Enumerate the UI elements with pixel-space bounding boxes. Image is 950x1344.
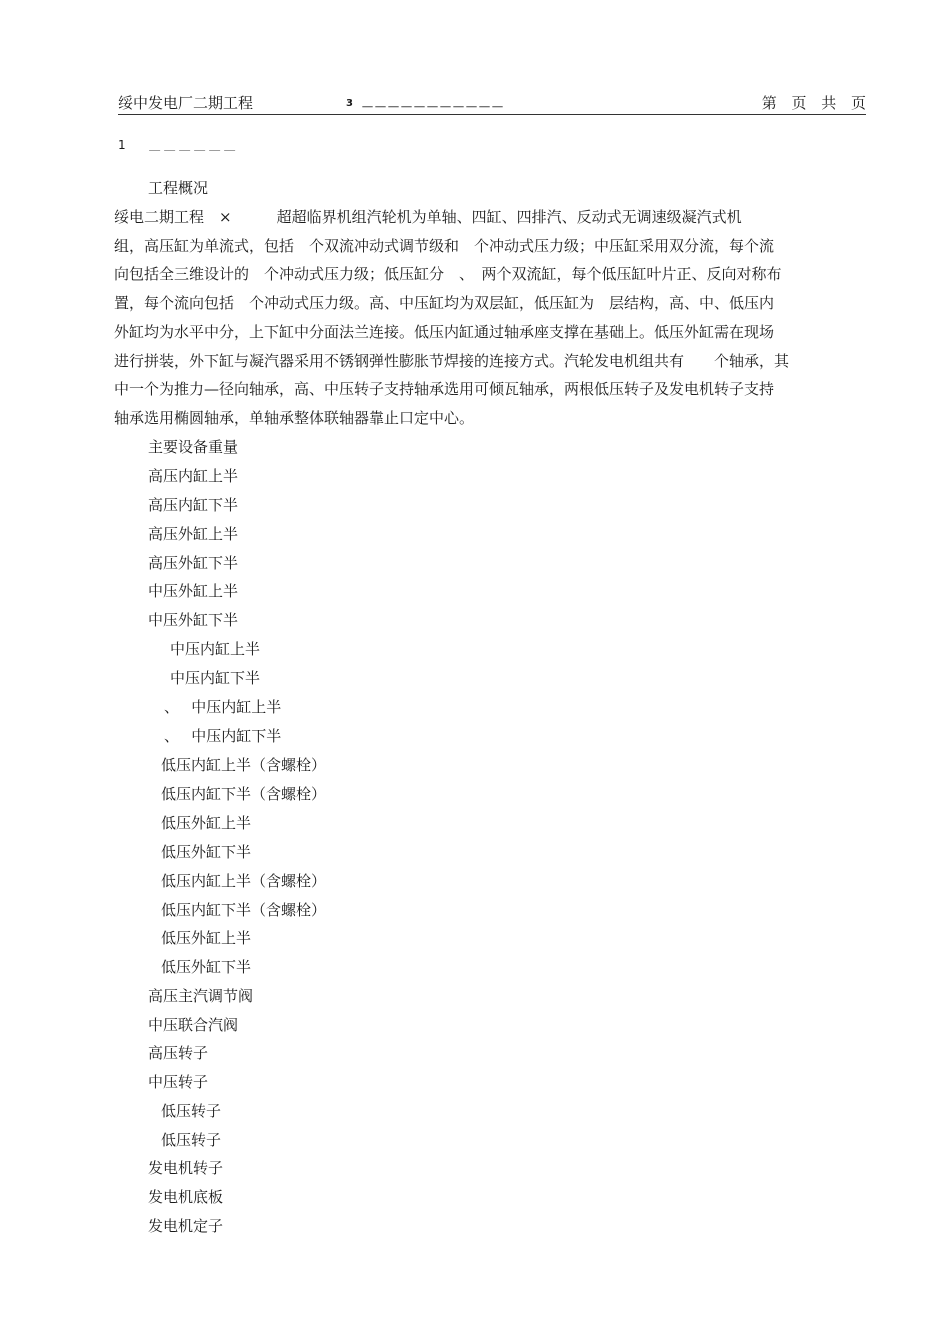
- equipment-item: 低压外缸下半: [161, 958, 252, 976]
- paragraph-line: 轴承选用椭圆轴承，单轴承整体联轴器靠止口定中心。: [114, 408, 475, 427]
- overview-title: 工程概况: [148, 179, 209, 197]
- equipment-item: 高压转子: [148, 1044, 209, 1062]
- paragraph-line: 中一个为推力—径向轴承，高、中压转子支持轴承选用可倾瓦轴承，两根低压转子及发电机转子支持: [114, 380, 775, 399]
- section-heading: [118, 137, 239, 153]
- equipment-item: 高压外缸上半: [148, 525, 239, 543]
- paragraph-line: 组，高压缸为单流式，包括 个双流冲动式调节级和 个冲动式压力级；中压缸采用双分流，每个流: [114, 236, 775, 255]
- equipment-item: 低压转子: [161, 1131, 222, 1149]
- equipment-title: 主要设备重量: [148, 438, 239, 456]
- equipment-item: 、 中压内缸上半: [164, 698, 282, 716]
- equipment-item: 低压内缸上半（含螺栓）: [161, 756, 327, 774]
- equipment-item: 、 中压内缸下半: [164, 727, 282, 745]
- paragraph-line: 向包括全三维设计的 个冲动式压力级；低压缸分 、 两个双流缸，每个低压缸叶片正、反向对称布: [114, 265, 782, 284]
- overview-paragraph: [114, 203, 860, 433]
- equipment-item: 发电机定子: [148, 1217, 224, 1235]
- equipment-item: 中压转子: [148, 1073, 209, 1091]
- equipment-item: 低压外缸下半: [161, 843, 252, 861]
- equipment-item: 高压内缸下半: [148, 496, 239, 514]
- project-name: 绥中发电厂二期工程: [118, 94, 254, 112]
- equipment-item: 中压外缸上半: [148, 582, 239, 600]
- paragraph-line: 置，每个流向包括 个冲动式压力级。高、中压缸均为双层缸，低压缸为 层结构，高、中、低压内: [114, 294, 775, 313]
- page-header: [118, 90, 866, 115]
- paragraph-line: 绥电二期工程 × 超超临界机组汽轮机为单轴、四缸、四排汽、反动式无调速级凝汽式机: [114, 208, 742, 226]
- equipment-item: 低压外缸上半: [161, 814, 252, 832]
- equipment-item: 中压内缸上半: [170, 640, 261, 658]
- equipment-item: 发电机转子: [148, 1159, 224, 1177]
- page-counter: 第 页 共 页: [761, 94, 866, 112]
- equipment-item: 发电机底板: [148, 1188, 224, 1206]
- equipment-item: 低压转子: [161, 1102, 222, 1120]
- equipment-item: 中压内缸下半: [170, 669, 261, 687]
- paragraph-line: 进行拼装，外下缸与凝汽器采用不锈钢弹性膨胀节焊接的连接方式。汽轮发电机组共有 个轴承，其: [114, 351, 790, 370]
- paragraph-line: 外缸均为水平中分，上下缸中分面法兰连接。低压内缸通过轴承座支撑在基础上。低压外缸需在现场: [114, 322, 775, 341]
- equipment-item: 低压内缸下半（含螺栓）: [161, 785, 327, 803]
- equipment-item: 中压外缸下半: [148, 611, 239, 629]
- equipment-item: 低压外缸上半: [161, 929, 252, 947]
- equipment-item: 高压外缸下半: [148, 554, 239, 572]
- equipment-item: 低压内缸上半（含螺栓）: [161, 872, 327, 890]
- equipment-item: 高压主汽调节阀: [148, 987, 254, 1005]
- equipment-item: 中压联合汽阀: [148, 1016, 239, 1034]
- section-title: ＿＿＿＿＿＿: [149, 139, 240, 152]
- chapter-title: 3 ＿＿＿＿＿＿＿＿＿＿＿: [346, 98, 506, 109]
- equipment-item: 高压内缸上半: [148, 467, 239, 485]
- equipment-item: 低压内缸下半（含螺栓）: [161, 901, 327, 919]
- section-number: 1: [118, 138, 126, 152]
